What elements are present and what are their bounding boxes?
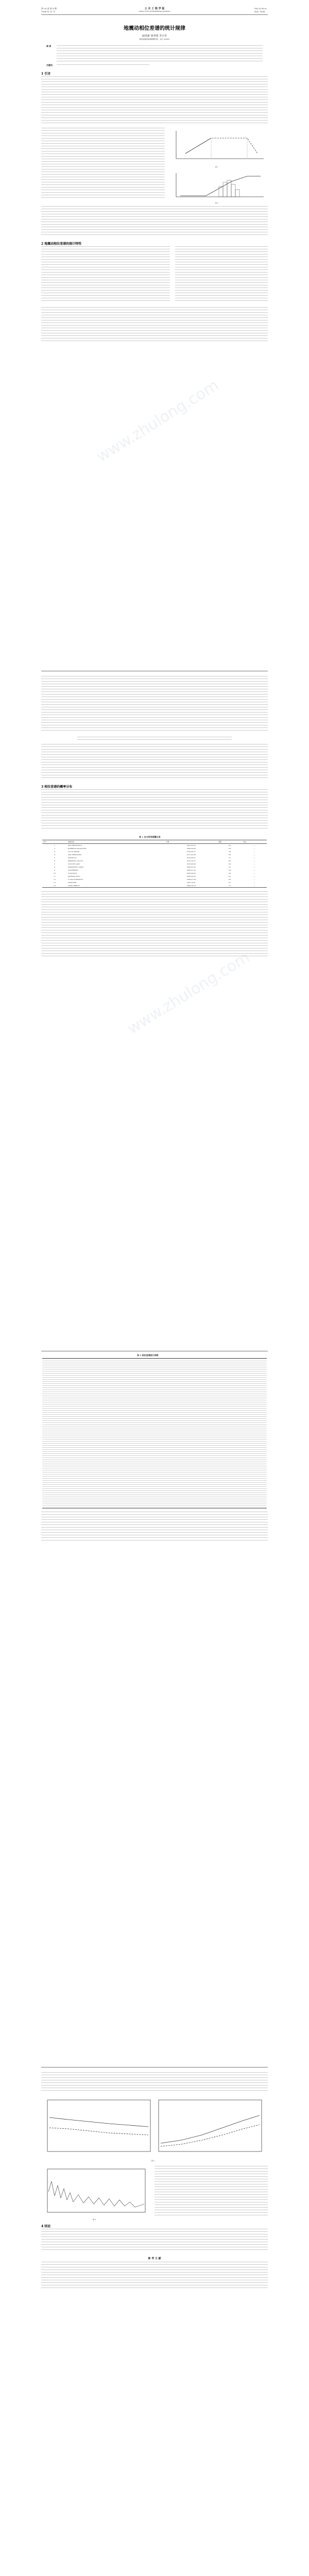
table-cell: 6.6 (228, 854, 231, 856)
table-cell: 11 (54, 875, 56, 877)
table-cell: — (253, 869, 255, 871)
table-header-cell: 日期 (165, 840, 217, 844)
table-cell: 7.1 (217, 884, 242, 888)
table-cell: 1968-04-09 (186, 848, 196, 850)
table-1-title: 表 1 本文所用强震记录 (139, 836, 161, 838)
table-cell: COYOTE LAKE (67, 863, 80, 865)
keywords-text (57, 64, 149, 66)
journal-date-en: Nov. 1996 (254, 10, 265, 13)
table-cell: COALINGA (67, 872, 77, 874)
table-cell: 14 (42, 884, 67, 888)
body-text (41, 789, 268, 831)
table-cell: 12 (54, 878, 56, 880)
table-cell: 5.7 (228, 857, 231, 859)
table-cell: 1983-05-02 (186, 872, 196, 874)
table-cell: LOMA PRIETA (67, 884, 165, 888)
journal-name-en: CHINA CIVIL ENGINEERING JOURNAL (139, 10, 170, 12)
table-cell: N. PALM SPRINGS (67, 878, 83, 880)
table-cell: 1970-09-12 (186, 851, 196, 853)
body-text (41, 891, 268, 958)
page-1 (0, 0, 309, 654)
table-row (42, 884, 267, 888)
table-header-cell: 序号 (42, 840, 67, 844)
table-2-title: 表 2 相位差谱统计参数 (137, 1354, 159, 1357)
table-header-cell: 震级 (217, 840, 242, 844)
body-text (41, 676, 268, 733)
body-text (41, 206, 268, 237)
table-cell: MAMMOTH LAKES (67, 866, 83, 868)
table-cell: 1980-05-25 (186, 866, 196, 868)
watermark: www.zhulong.com (124, 948, 253, 1038)
table-cell: — (253, 854, 255, 856)
table-header-cell: 地震名称 (67, 840, 165, 844)
table-cell: 9 (54, 869, 55, 871)
table-cell: BORREGO MOUNTAIN (67, 848, 87, 850)
body-text (41, 2072, 268, 2092)
paper-authors: 赵凤新 胡聿贤 李小军 (142, 35, 167, 38)
figure-3 (42, 2097, 267, 2159)
table-1 (42, 840, 267, 888)
paper-affiliation: （国家地震局地球物理研究所，北京 100081） (138, 38, 171, 40)
table-2 (42, 1358, 267, 1509)
table-cell: 6.1 (228, 882, 231, 884)
table-header-cell: 台站 (242, 840, 267, 844)
table-cell: 1984-04-24 (186, 875, 196, 877)
journal-name: 土 木 工 程 学 报 (144, 7, 165, 10)
table-cell: 6 (54, 860, 55, 862)
body-text (41, 744, 268, 780)
table-cell: 5.3 (228, 844, 231, 846)
table-cell: 10 (54, 872, 56, 874)
journal-volume-en: Vol.29 No.6 (254, 7, 267, 10)
page-2 (0, 665, 309, 1334)
body-text (154, 2166, 268, 2217)
table-cell: OROVILLE (67, 857, 77, 859)
table-cell: — (253, 860, 255, 862)
references-heading: 参 考 文 献 (148, 2257, 161, 2260)
table-cell: 1971-02-09 (186, 854, 196, 856)
table-cell: 7 (54, 863, 55, 865)
table-cell: — (242, 884, 267, 888)
table-cell: 1989-10-18 (165, 884, 217, 888)
table-cell: 6.4 (228, 872, 231, 874)
body-text (41, 76, 268, 124)
table-cell: 1957-03-22 (186, 844, 196, 846)
table-cell: — (253, 863, 255, 865)
section-3-heading: 3 相位差谱的概率分布 (41, 785, 73, 789)
figure-1-label: 图 1 (215, 166, 218, 168)
table-cell: 3 (54, 851, 55, 853)
keywords-label: 关键词 (46, 64, 53, 66)
table-cell: — (253, 875, 255, 877)
table-cell: 5.8 (228, 869, 231, 871)
table-cell: — (253, 866, 255, 868)
table-cell: — (253, 878, 255, 880)
equation (77, 737, 232, 740)
section-2-heading: 2 地震动相位差谱的统计特性 (41, 242, 82, 246)
figure-3-label: 图 3 (151, 2160, 154, 2162)
table-cell: LIVERMORE (67, 869, 78, 871)
table-cell: 6.4 (228, 848, 231, 850)
table-cell: 1987-10-01 (186, 882, 196, 884)
table-cell: — (253, 857, 255, 859)
figure-2-label: 图 2 (215, 202, 218, 204)
table-cell: 6.6 (228, 860, 231, 862)
table-cell: 2 (54, 848, 55, 850)
page-3 (0, 1345, 309, 2050)
page-4 (0, 2061, 309, 2576)
table-cell: 8 (54, 866, 55, 868)
body-text (41, 1512, 268, 1543)
abstract-text (57, 45, 263, 63)
body-text (41, 2229, 268, 2251)
table-cell: 1986-07-08 (186, 878, 196, 880)
table-cell: — (253, 851, 255, 853)
section-4-heading: 4 结论 (41, 2225, 51, 2228)
table-cell: 1980-01-24 (186, 869, 196, 871)
figure-4-label: 图 4 (93, 2218, 96, 2221)
table-cell: 13 (54, 882, 56, 884)
body-text (41, 307, 268, 343)
table-cell: 6.1 (228, 866, 231, 868)
journal-date: 1996 年 11 月 (41, 10, 56, 13)
table-cell: SAN FERNANDO (67, 854, 82, 856)
table-cell: 6.2 (228, 875, 231, 877)
table-cell: 5.9 (228, 863, 231, 865)
table-cell: 4 (54, 854, 55, 856)
abstract-label: 摘 要 (46, 45, 52, 47)
table-cell: — (253, 844, 255, 846)
table-cell: MORGAN HILL (67, 875, 80, 877)
table-cell: 5 (54, 857, 55, 859)
body-text (175, 246, 268, 303)
table-cell: SAN FRANCISCO (67, 844, 82, 846)
table-cell: 1 (54, 844, 55, 846)
table-cell: 6.0 (228, 878, 231, 880)
body-text (41, 246, 170, 303)
table-cell: 1975-08-01 (186, 857, 196, 859)
table-cell: 1979-10-15 (186, 860, 196, 862)
table-cell: — (253, 882, 255, 884)
figure-4 (42, 2166, 150, 2217)
watermark: www.zhulong.com (93, 376, 222, 466)
section-1-heading: 1 引言 (41, 72, 51, 76)
journal-volume: 第 30 卷 第 6 期 (41, 7, 57, 10)
figure-2 (170, 171, 268, 201)
header-rule (41, 14, 268, 15)
table-cell: — (253, 848, 255, 850)
table-cell: 5.4 (228, 851, 231, 853)
figure-1 (170, 128, 268, 165)
table-cell: LYTLE CREEK (67, 851, 80, 853)
body-text (41, 128, 165, 200)
paper-title: 地震动相位差谱的统计规律 (124, 26, 185, 31)
references-list (41, 2262, 268, 2290)
table-header-row (42, 840, 267, 844)
table-cell: 1979-08-06 (186, 863, 196, 865)
table-cell: — (253, 872, 255, 874)
table-cell: IMPERIAL VALLEY (67, 860, 83, 862)
table-cell: WHITTIER (67, 882, 77, 884)
